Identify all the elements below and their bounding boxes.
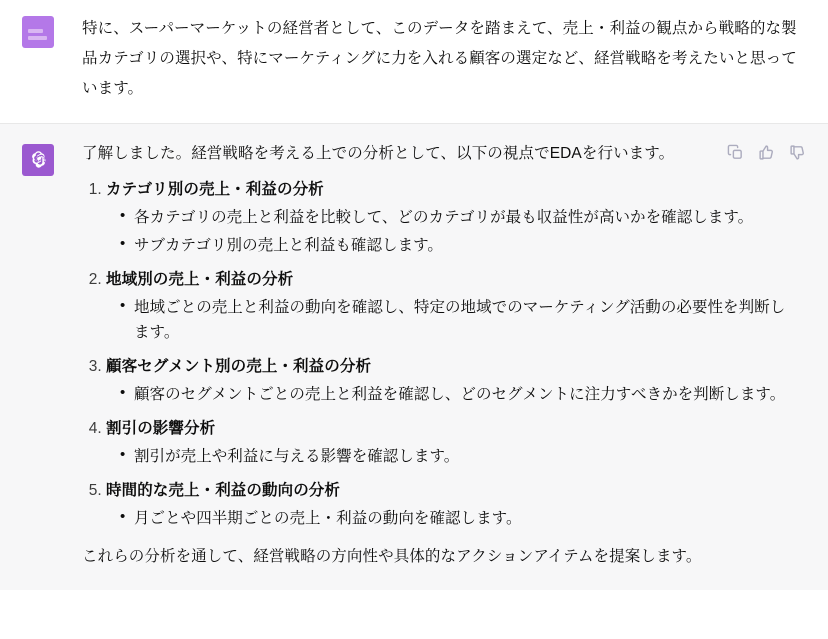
list-item-title: 時間的な売上・利益の動向の分析 — [106, 482, 341, 500]
list-item — [106, 355, 806, 407]
avatar-glyph-bar-top — [28, 29, 43, 33]
chatgpt-logo-icon — [28, 149, 49, 170]
list-item-title: 顧客セグメント別の売上・利益の分析 — [106, 357, 372, 375]
user-message-text: 特に、スーパーマーケットの経営者として、このデータを踏まえて、売上・利益の観点から戦略的な製品カテゴリの選択や、特にマーケティングに力を入れる顧客の選定など、経営戦略を考えたいと思っています。 — [82, 20, 797, 98]
user-avatar — [22, 16, 54, 48]
assistant-message-body — [54, 142, 806, 570]
list-item-title: カテゴリ別の売上・利益の分析 — [106, 181, 324, 199]
sub-list-item: • 割引が売上や利益に与える影響を確認します。 — [120, 444, 806, 469]
sub-list — [106, 382, 806, 407]
thumbs-up-icon[interactable] — [758, 144, 775, 161]
message-actions — [727, 144, 806, 161]
sub-list — [106, 295, 806, 345]
list-item-title: 地域別の売上・利益の分析 — [106, 270, 294, 288]
list-item-title: 割引の影響分析 — [106, 420, 216, 438]
sub-list-item: • 各カテゴリの売上と利益を比較して、どのカテゴリが最も収益性が高いかを確認します。 — [120, 205, 806, 230]
user-message — [0, 0, 828, 124]
sub-list — [106, 205, 806, 257]
thumbs-down-icon[interactable] — [789, 144, 806, 161]
user-message-body — [54, 14, 806, 105]
sub-list-item: • サブカテゴリ別の売上と利益も確認します。 — [120, 233, 806, 258]
list-item — [106, 178, 806, 257]
sub-list — [106, 444, 806, 469]
list-item — [106, 417, 806, 469]
sub-list — [106, 506, 806, 531]
list-item — [106, 479, 806, 531]
list-item — [106, 268, 806, 345]
sub-list-item: • 顧客のセグメントごとの売上と利益を確認し、どのセグメントに注力すべきかを判断します。 — [120, 382, 806, 407]
chatgpt-avatar — [22, 144, 54, 176]
assistant-outro-text: これらの分析を通して、経営戦略の方向性や具体的なアクションアイテムを提案します。 — [82, 548, 702, 566]
avatar-glyph-bar-bottom — [28, 36, 47, 40]
analysis-step-list — [82, 178, 806, 531]
copy-icon[interactable] — [727, 144, 744, 161]
assistant-intro-text: 了解しました。経営戦略を考える上での分析として、以下の視点でEDAを行います。 — [82, 144, 675, 162]
assistant-message — [0, 124, 828, 590]
sub-list-item: • 月ごとや四半期ごとの売上・利益の動向を確認します。 — [120, 506, 806, 531]
sub-list-item: • 地域ごとの売上と利益の動向を確認し、特定の地域でのマーケティング活動の必要性を判断します。 — [120, 295, 806, 345]
